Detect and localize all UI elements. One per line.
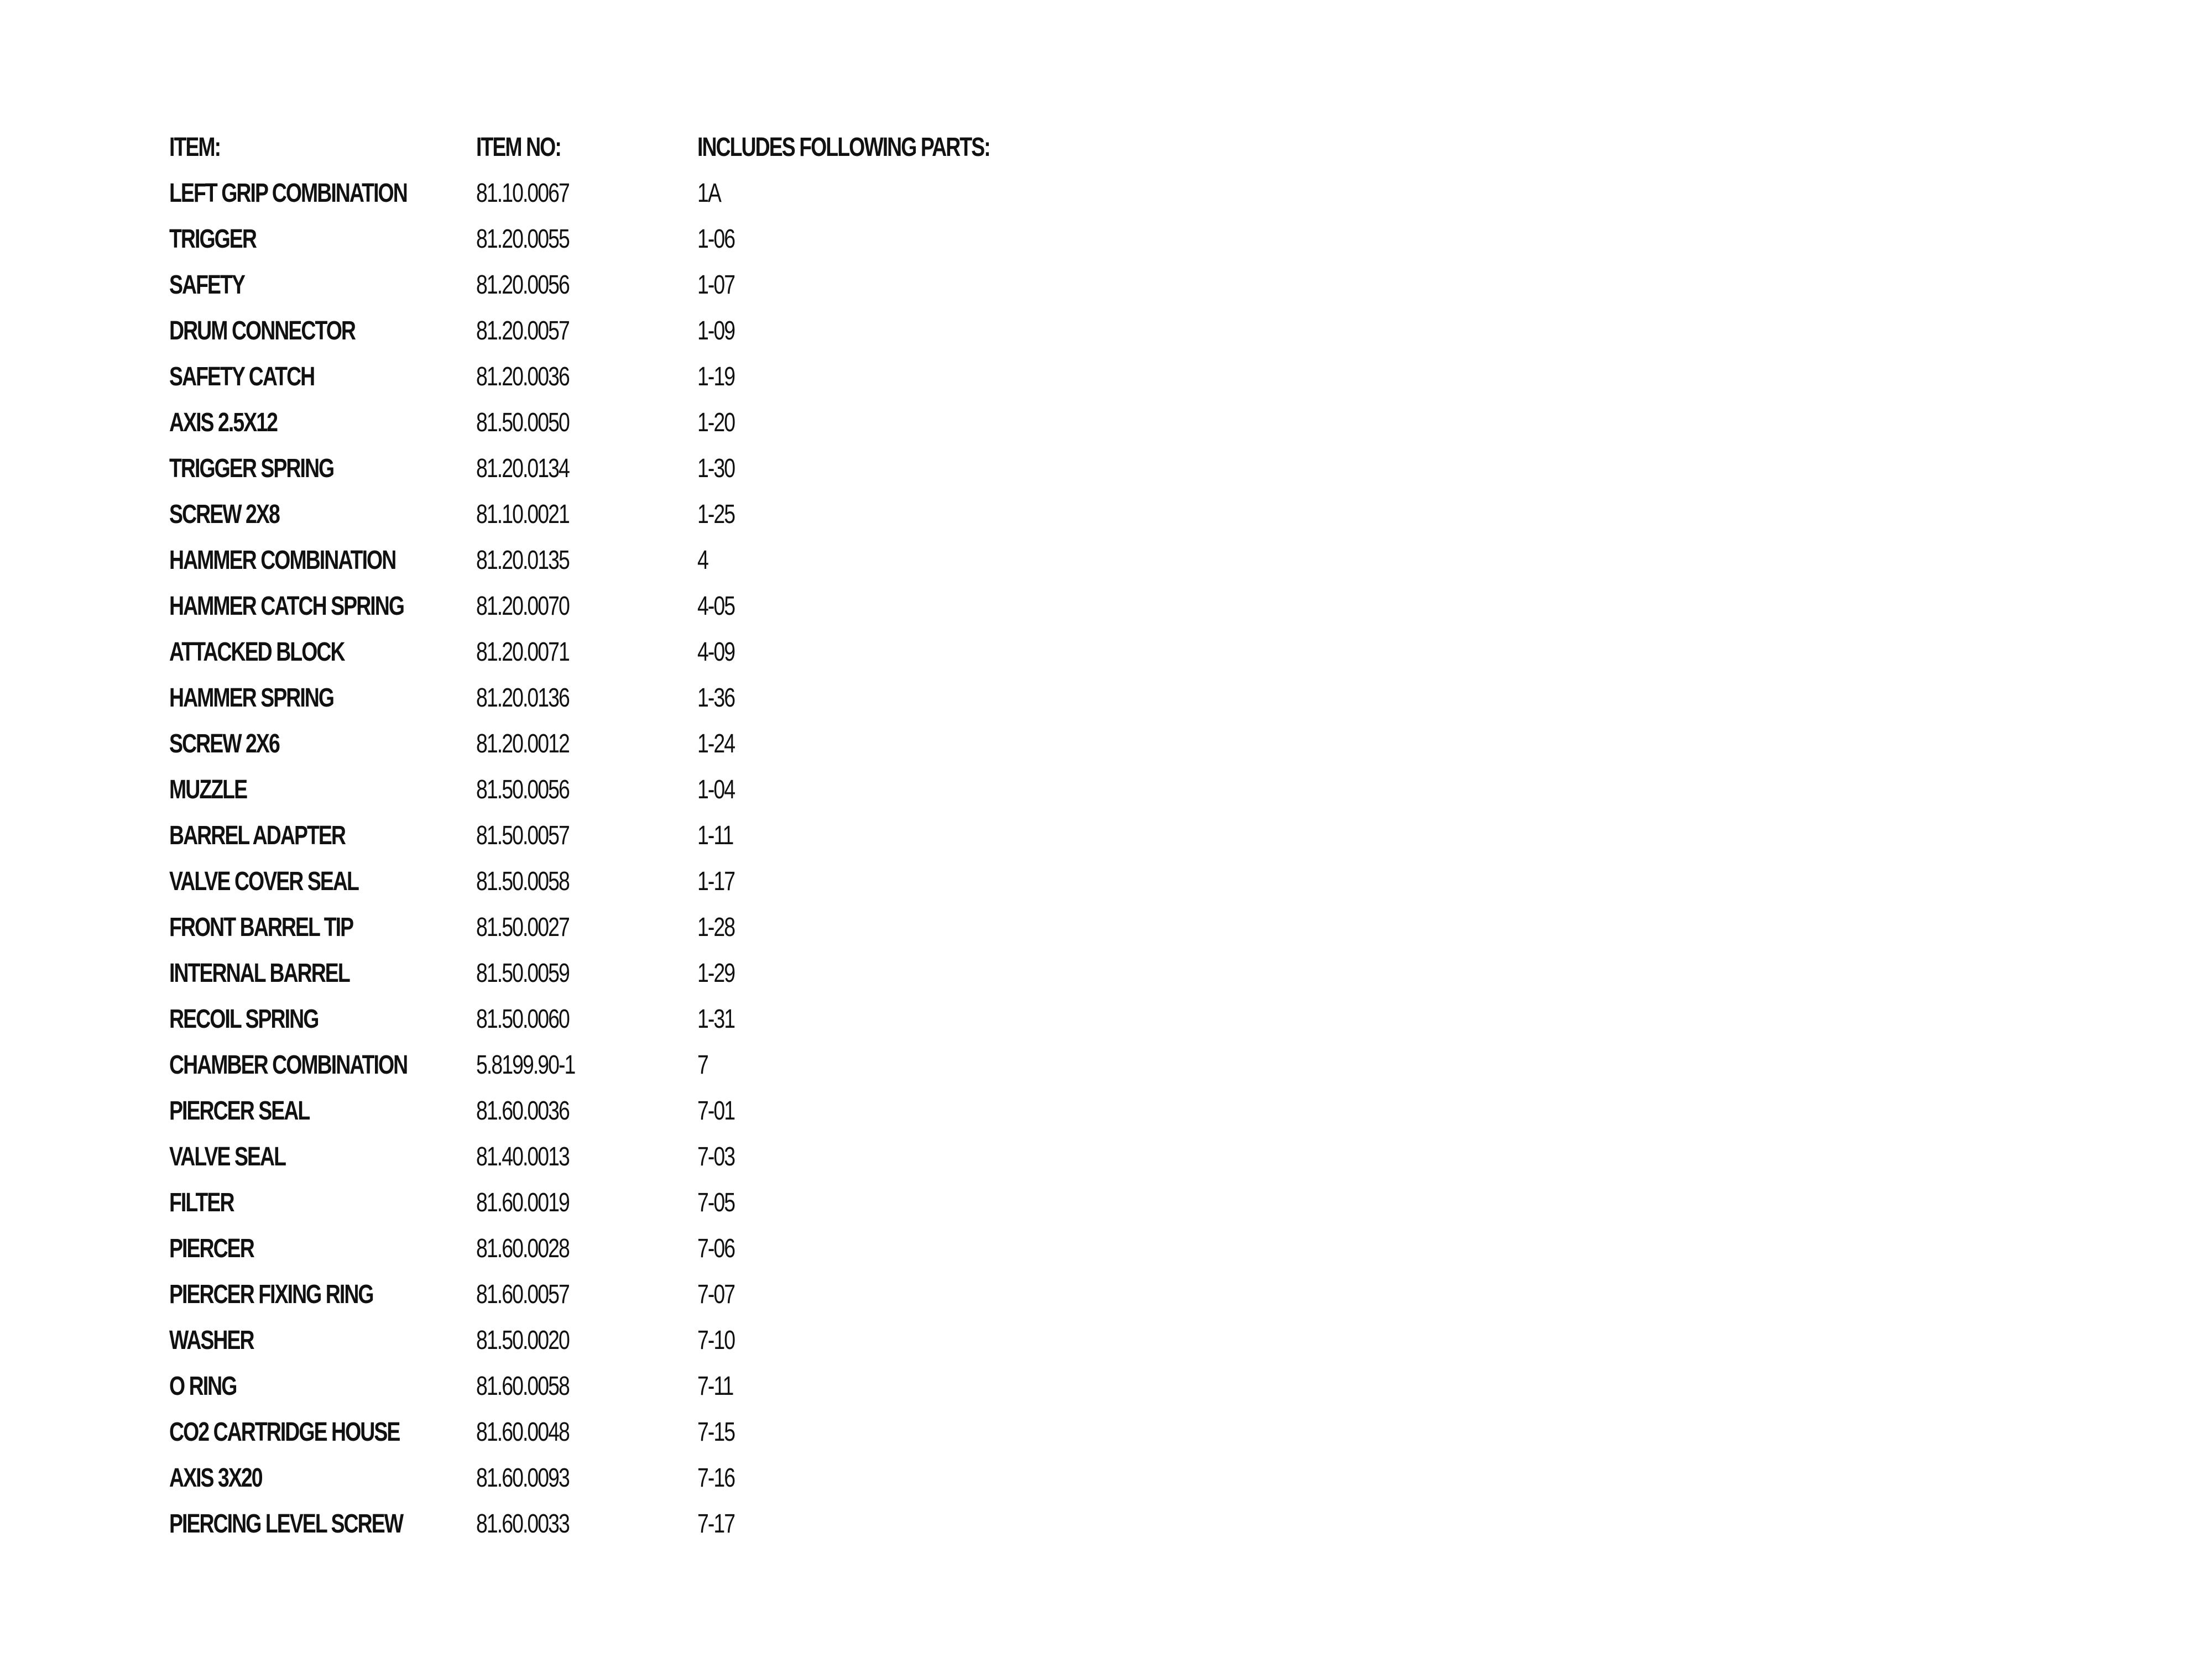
item-name-cell-text: MUZZLE: [169, 775, 247, 804]
item-name-cell-text: PIERCER SEAL: [169, 1096, 310, 1126]
table-row: [169, 1317, 1140, 1363]
included-parts-cell-text: 7-07: [697, 1280, 735, 1309]
item-name-cell-text: TRIGGER: [169, 224, 256, 254]
included-parts-cell-text: 1-17: [697, 867, 735, 896]
table-row: [169, 1363, 1140, 1409]
item-number-cell-text: 81.60.0058: [476, 1372, 569, 1401]
item-number-cell: [476, 904, 697, 950]
table-row: [169, 859, 1140, 904]
item-number-cell-text: 81.60.0028: [476, 1234, 569, 1263]
included-parts-cell: [697, 904, 1140, 950]
included-parts-cell: [697, 216, 1140, 262]
table-row: [169, 767, 1140, 813]
table-row: [169, 216, 1140, 262]
item-number-cell: [476, 170, 697, 216]
item-name-cell-text: FRONT BARREL TIP: [169, 913, 353, 942]
item-number-cell: [476, 629, 697, 675]
table-row: [169, 491, 1140, 537]
included-parts-cell: [697, 996, 1140, 1042]
item-number-cell-text: 81.50.0060: [476, 1005, 569, 1034]
table-row: [169, 721, 1140, 767]
item-name-cell: [169, 1272, 476, 1317]
table-row: [169, 1226, 1140, 1272]
included-parts-cell-text: 7-10: [697, 1326, 735, 1355]
included-parts-cell-text: 1-06: [697, 224, 735, 254]
included-parts-cell: [697, 629, 1140, 675]
included-parts-cell-text: 7-15: [697, 1418, 735, 1447]
item-number-cell: [476, 1134, 697, 1180]
item-number-cell: [476, 1088, 697, 1134]
item-name-cell-text: SAFETY: [169, 270, 245, 300]
item-number-cell-text: 81.60.0019: [476, 1188, 569, 1217]
included-parts-cell: [697, 1363, 1140, 1409]
included-parts-cell-text: 1-36: [697, 683, 735, 713]
item-name-cell-text: RECOIL SPRING: [169, 1005, 319, 1034]
header-item-no-label: ITEM NO:: [476, 133, 561, 162]
item-name-cell: [169, 583, 476, 629]
included-parts-cell: [697, 262, 1140, 308]
included-parts-cell: [697, 813, 1140, 859]
table-row: [169, 446, 1140, 491]
item-name-cell: [169, 308, 476, 354]
item-number-cell: [476, 1455, 697, 1501]
item-name-cell: [169, 904, 476, 950]
item-name-cell-text: HAMMER COMBINATION: [169, 546, 396, 575]
item-number-cell-text: 81.20.0055: [476, 224, 569, 254]
included-parts-cell: [697, 1501, 1140, 1547]
included-parts-cell: [697, 1272, 1140, 1317]
table-row: [169, 629, 1140, 675]
item-name-cell-text: TRIGGER SPRING: [169, 454, 334, 483]
item-name-cell-text: SAFETY CATCH: [169, 362, 315, 391]
item-number-cell-text: 81.10.0021: [476, 500, 569, 529]
item-name-cell: [169, 1501, 476, 1547]
item-name-cell-text: ATTACKED BLOCK: [169, 637, 345, 667]
item-number-cell-text: 81.40.0013: [476, 1142, 569, 1171]
item-number-cell: [476, 767, 697, 813]
item-number-cell: [476, 491, 697, 537]
table-row: [169, 537, 1140, 583]
item-name-cell: [169, 1317, 476, 1363]
included-parts-cell-text: 1-11: [697, 821, 733, 850]
included-parts-cell: [697, 1226, 1140, 1272]
table-row: [169, 1180, 1140, 1226]
included-parts-cell: [697, 1134, 1140, 1180]
item-name-cell-text: VALVE SEAL: [169, 1142, 286, 1171]
item-number-cell-text: 81.10.0067: [476, 179, 569, 208]
included-parts-cell: [697, 721, 1140, 767]
item-name-cell-text: AXIS 3X20: [169, 1463, 262, 1493]
item-name-cell: [169, 1134, 476, 1180]
header-parts: [697, 124, 1140, 170]
included-parts-cell: [697, 950, 1140, 996]
item-name-cell: [169, 446, 476, 491]
item-number-cell-text: 81.20.0070: [476, 592, 569, 621]
item-number-cell-text: 81.20.0036: [476, 362, 569, 391]
header-item-label: ITEM:: [169, 133, 221, 162]
item-number-cell: [476, 1501, 697, 1547]
included-parts-cell-text: 1-04: [697, 775, 735, 804]
included-parts-cell: [697, 583, 1140, 629]
included-parts-cell: [697, 675, 1140, 721]
table-row: [169, 996, 1140, 1042]
item-number-cell-text: 81.50.0056: [476, 775, 569, 804]
included-parts-cell-text: 1-07: [697, 270, 735, 300]
included-parts-cell: [697, 491, 1140, 537]
item-number-cell-text: 81.60.0093: [476, 1463, 569, 1493]
item-number-cell: [476, 996, 697, 1042]
item-name-cell: [169, 262, 476, 308]
item-number-cell-text: 81.60.0048: [476, 1418, 569, 1447]
item-name-cell-text: FILTER: [169, 1188, 234, 1217]
item-name-cell: [169, 629, 476, 675]
item-number-cell: [476, 1272, 697, 1317]
table-row: [169, 308, 1140, 354]
item-number-cell-text: 81.20.0071: [476, 637, 569, 667]
item-name-cell-text: HAMMER SPRING: [169, 683, 334, 713]
item-number-cell-text: 81.50.0020: [476, 1326, 569, 1355]
included-parts-cell: [697, 1180, 1140, 1226]
item-name-cell: [169, 813, 476, 859]
header-parts-label: INCLUDES FOLLOWING PARTS:: [697, 133, 990, 162]
table-row: [169, 1409, 1140, 1455]
table-row: [169, 904, 1140, 950]
included-parts-cell-text: 1-30: [697, 454, 735, 483]
item-name-cell: [169, 1088, 476, 1134]
included-parts-cell-text: 1-19: [697, 362, 735, 391]
included-parts-cell: [697, 859, 1140, 904]
table-row: [169, 1272, 1140, 1317]
included-parts-cell: [697, 308, 1140, 354]
item-name-cell-text: HAMMER CATCH SPRING: [169, 592, 404, 621]
item-number-cell: [476, 950, 697, 996]
item-name-cell-text: CO2 CARTRIDGE HOUSE: [169, 1418, 400, 1447]
item-name-cell-text: VALVE COVER SEAL: [169, 867, 358, 896]
parts-list-table: [169, 124, 1140, 1547]
included-parts-cell-text: 4-09: [697, 637, 735, 667]
item-name-cell: [169, 1455, 476, 1501]
item-number-cell: [476, 1226, 697, 1272]
item-name-cell-text: SCREW 2X8: [169, 500, 279, 529]
included-parts-cell: [697, 1409, 1140, 1455]
included-parts-cell-text: 4: [697, 546, 708, 575]
included-parts-cell-text: 1-25: [697, 500, 735, 529]
included-parts-cell: [697, 767, 1140, 813]
item-number-cell-text: 81.60.0057: [476, 1280, 569, 1309]
item-number-cell-text: 81.20.0135: [476, 546, 569, 575]
included-parts-cell: [697, 1317, 1140, 1363]
item-number-cell-text: 81.50.0058: [476, 867, 569, 896]
included-parts-cell-text: 1-20: [697, 408, 735, 437]
item-name-cell-text: PIERCER FIXING RING: [169, 1280, 373, 1309]
included-parts-cell-text: 1-09: [697, 316, 735, 346]
item-name-cell-text: AXIS 2.5X12: [169, 408, 277, 437]
item-number-cell-text: 81.20.0012: [476, 729, 569, 759]
table-header-row: [169, 124, 1140, 170]
item-name-cell-text: DRUM CONNECTOR: [169, 316, 356, 346]
item-name-cell-text: BARREL ADAPTER: [169, 821, 345, 850]
item-number-cell: [476, 1409, 697, 1455]
item-number-cell: [476, 583, 697, 629]
item-number-cell: [476, 813, 697, 859]
included-parts-cell-text: 1-24: [697, 729, 735, 759]
item-name-cell: [169, 1409, 476, 1455]
item-name-cell-text: PIERCING LEVEL SCREW: [169, 1509, 403, 1539]
table-row: [169, 1088, 1140, 1134]
included-parts-cell-text: 7-06: [697, 1234, 735, 1263]
item-number-cell: [476, 1042, 697, 1088]
table-row: [169, 354, 1140, 400]
included-parts-cell-text: 7-05: [697, 1188, 735, 1217]
item-number-cell: [476, 400, 697, 446]
item-name-cell-text: SCREW 2X6: [169, 729, 279, 759]
item-number-cell: [476, 216, 697, 262]
table-row: [169, 950, 1140, 996]
included-parts-cell: [697, 400, 1140, 446]
included-parts-cell: [697, 1455, 1140, 1501]
item-name-cell: [169, 950, 476, 996]
item-number-cell-text: 81.20.0056: [476, 270, 569, 300]
table-row: [169, 1042, 1140, 1088]
item-number-cell: [476, 859, 697, 904]
included-parts-cell: [697, 537, 1140, 583]
item-number-cell: [476, 1363, 697, 1409]
included-parts-cell-text: 7: [697, 1050, 708, 1080]
included-parts-cell-text: 7-03: [697, 1142, 735, 1171]
included-parts-cell-text: 4-05: [697, 592, 735, 621]
item-number-cell: [476, 1317, 697, 1363]
item-name-cell: [169, 354, 476, 400]
included-parts-cell: [697, 1042, 1140, 1088]
item-number-cell-text: 81.60.0036: [476, 1096, 569, 1126]
included-parts-cell: [697, 1088, 1140, 1134]
table-row: [169, 1501, 1140, 1547]
item-name-cell: [169, 216, 476, 262]
item-number-cell: [476, 354, 697, 400]
table-row: [169, 813, 1140, 859]
item-name-cell-text: WASHER: [169, 1326, 254, 1355]
table-row: [169, 1455, 1140, 1501]
item-name-cell: [169, 859, 476, 904]
item-number-cell: [476, 308, 697, 354]
item-name-cell: [169, 170, 476, 216]
item-name-cell: [169, 400, 476, 446]
item-number-cell-text: 81.50.0059: [476, 959, 569, 988]
included-parts-cell-text: 7-11: [697, 1372, 733, 1401]
item-name-cell: [169, 537, 476, 583]
item-number-cell: [476, 1180, 697, 1226]
item-number-cell: [476, 446, 697, 491]
header-item-no: [476, 124, 697, 170]
item-name-cell-text: PIERCER: [169, 1234, 254, 1263]
item-name-cell: [169, 721, 476, 767]
item-name-cell: [169, 1226, 476, 1272]
included-parts-cell: [697, 354, 1140, 400]
item-name-cell-text: CHAMBER COMBINATION: [169, 1050, 408, 1080]
table-header: [169, 124, 1140, 170]
item-name-cell: [169, 675, 476, 721]
item-name-cell: [169, 767, 476, 813]
item-name-cell: [169, 491, 476, 537]
item-number-cell-text: 81.20.0057: [476, 316, 569, 346]
item-number-cell-text: 81.50.0057: [476, 821, 569, 850]
item-name-cell-text: O RING: [169, 1372, 237, 1401]
item-name-cell: [169, 1042, 476, 1088]
included-parts-cell-text: 1-29: [697, 959, 735, 988]
table-row: [169, 262, 1140, 308]
item-number-cell-text: 81.60.0033: [476, 1509, 569, 1539]
included-parts-cell-text: 7-16: [697, 1463, 735, 1493]
item-name-cell-text: INTERNAL BARREL: [169, 959, 349, 988]
item-number-cell: [476, 721, 697, 767]
included-parts-cell: [697, 170, 1140, 216]
item-number-cell: [476, 675, 697, 721]
item-number-cell-text: 5.8199.90-1: [476, 1050, 575, 1080]
table-row: [169, 583, 1140, 629]
table-row: [169, 400, 1140, 446]
item-number-cell-text: 81.50.0027: [476, 913, 569, 942]
included-parts-cell-text: 7-17: [697, 1509, 735, 1539]
item-name-cell-text: LEFT GRIP COMBINATION: [169, 179, 407, 208]
included-parts-cell-text: 1A: [697, 179, 721, 208]
table-row: [169, 675, 1140, 721]
item-name-cell: [169, 1363, 476, 1409]
item-number-cell: [476, 537, 697, 583]
item-number-cell-text: 81.20.0134: [476, 454, 569, 483]
header-item: [169, 124, 476, 170]
item-name-cell: [169, 996, 476, 1042]
included-parts-cell: [697, 446, 1140, 491]
table-row: [169, 1134, 1140, 1180]
included-parts-cell-text: 1-28: [697, 913, 735, 942]
item-number-cell-text: 81.20.0136: [476, 683, 569, 713]
included-parts-cell-text: 1-31: [697, 1005, 735, 1034]
item-number-cell-text: 81.50.0050: [476, 408, 569, 437]
included-parts-cell-text: 7-01: [697, 1096, 735, 1126]
item-number-cell: [476, 262, 697, 308]
table-body: [169, 170, 1140, 1547]
table-row: [169, 170, 1140, 216]
item-name-cell: [169, 1180, 476, 1226]
